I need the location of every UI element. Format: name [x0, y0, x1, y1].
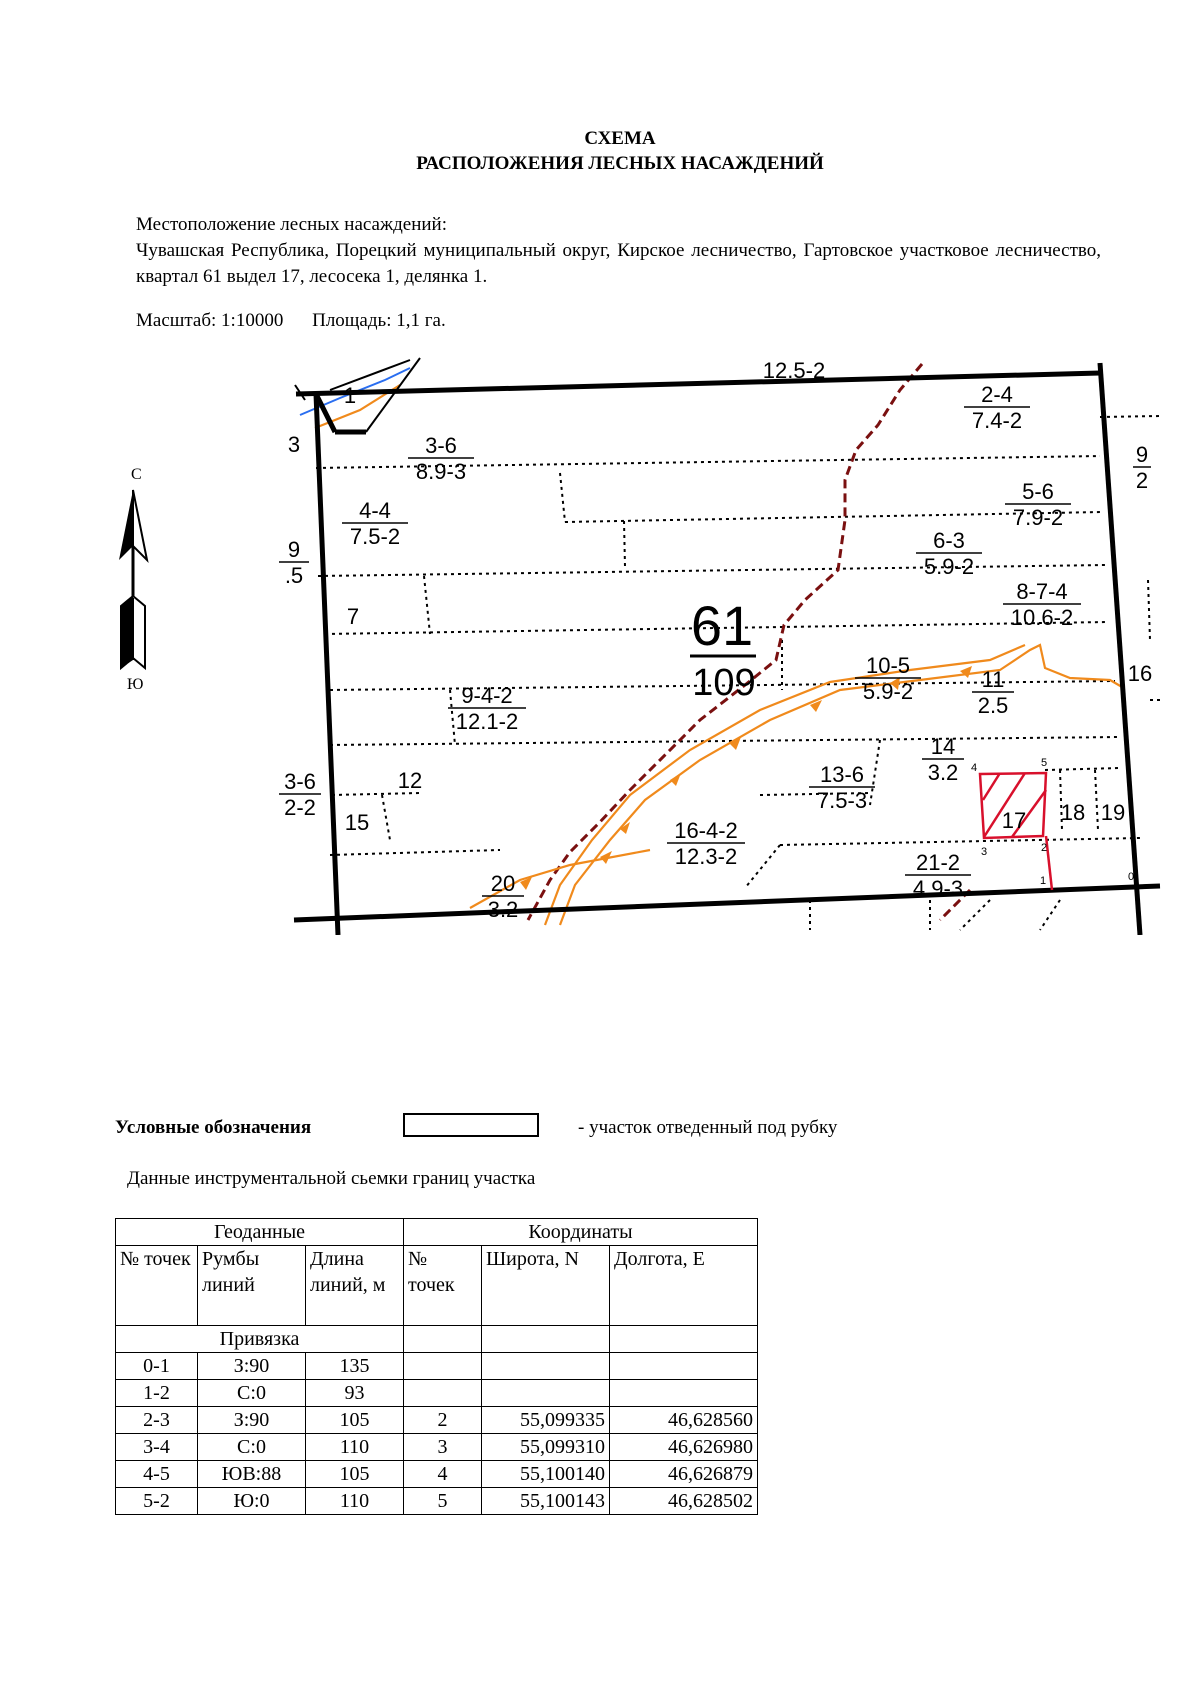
- survey-table: [115, 1218, 758, 1515]
- location-text: Чувашская Республика, Порецкий муниципальный округ, Кирское лесничество, Гартовское участковое лесничество, квартал 61 выдел 17, лесосека 1, делянка 1.: [136, 240, 1101, 287]
- stand-label-top: 21-2: [915, 850, 961, 875]
- survey-cell: Ю:0: [198, 1488, 306, 1515]
- stand-label: [905, 850, 971, 901]
- forest-map: [0, 355, 1200, 935]
- stand-label-top: 3-6: [284, 769, 316, 794]
- survey-cell: С:0: [198, 1434, 306, 1461]
- table-row: [116, 1380, 758, 1407]
- stand-label-top: 18: [1060, 800, 1086, 825]
- stand-label: [809, 762, 875, 813]
- quarter-number: 61: [690, 594, 754, 657]
- survey-cell: З:90: [198, 1353, 306, 1380]
- area-text: Площадь: 1,1 га.: [312, 310, 446, 331]
- survey-header-cell: Широта, N: [482, 1246, 610, 1326]
- survey-point-label: 4: [970, 762, 978, 774]
- survey-cell: З:90: [198, 1407, 306, 1434]
- stand-label-top: 4-4: [359, 498, 391, 523]
- survey-title: Данные инструментальной сьемки границ участка: [127, 1168, 536, 1189]
- survey-cell: 110: [306, 1488, 404, 1515]
- survey-point-label: 2: [1040, 842, 1048, 854]
- survey-cell: [404, 1380, 482, 1407]
- stand-label-top: 16-4-2: [674, 818, 738, 843]
- stand-label-bottom: 12.1-2: [455, 709, 519, 734]
- stand-label-bottom: 3.2: [487, 897, 519, 922]
- table-row: [116, 1488, 758, 1515]
- survey-cell: ЮВ:88: [198, 1461, 306, 1488]
- survey-cell: 46,626879: [610, 1461, 758, 1488]
- stand-label-bottom: 7.9-2: [1012, 505, 1064, 530]
- survey-cell: 4-5: [116, 1461, 198, 1488]
- stand-label: [972, 667, 1014, 718]
- stand-label-bottom: 7.5-3: [816, 788, 868, 813]
- survey-cell: 1-2: [116, 1380, 198, 1407]
- survey-cell: [404, 1353, 482, 1380]
- survey-cell: 55,099335: [482, 1407, 610, 1434]
- stand-label: [398, 768, 422, 793]
- stand-label-top: 9: [287, 537, 301, 562]
- survey-cell: 3: [404, 1434, 482, 1461]
- survey-cell: 5: [404, 1488, 482, 1515]
- stand-label-top: 12.5-2: [762, 358, 826, 383]
- survey-header-cell: № точек: [404, 1246, 482, 1326]
- survey-cell: 0-1: [116, 1353, 198, 1380]
- survey-group-geo: Геоданные: [116, 1219, 404, 1246]
- survey-cell: 2: [404, 1407, 482, 1434]
- stand-label: [1061, 800, 1085, 825]
- survey-cell: 46,628502: [610, 1488, 758, 1515]
- survey-cell: 5-2: [116, 1488, 198, 1515]
- location-label: Местоположение лесных насаждений:: [136, 214, 448, 235]
- stand-label-bottom: 3.2: [927, 760, 959, 785]
- survey-cell: 105: [306, 1461, 404, 1488]
- survey-cell: 55,100143: [482, 1488, 610, 1515]
- stand-label: [763, 358, 825, 383]
- survey-cell: 105: [306, 1407, 404, 1434]
- survey-header-cell: № точек: [116, 1246, 198, 1326]
- survey-header-cell: Долгота, E: [610, 1246, 758, 1326]
- stand-label-top: 19: [1100, 800, 1126, 825]
- survey-cell: 4: [404, 1461, 482, 1488]
- survey-cell: [482, 1353, 610, 1380]
- stand-label-top: 15: [344, 810, 370, 835]
- survey-cell: [610, 1353, 758, 1380]
- stand-label-bottom: 5.9-2: [923, 554, 975, 579]
- table-row: [116, 1353, 758, 1380]
- stand-label-bottom: 4.9-3: [912, 876, 964, 901]
- stand-label-bottom: 2: [1135, 468, 1149, 493]
- stand-label-top: 1: [343, 383, 357, 408]
- survey-cell: 55,100140: [482, 1461, 610, 1488]
- survey-cell: С:0: [198, 1380, 306, 1407]
- document-subtitle: РАСПОЛОЖЕНИЯ ЛЕСНЫХ НАСАЖДЕНИЙ: [416, 153, 824, 174]
- stand-label: [279, 769, 321, 820]
- stand-label-top: 9-4-2: [461, 683, 513, 708]
- stand-label-top: 20: [490, 871, 516, 896]
- stand-label: [408, 433, 474, 484]
- survey-group-coords: Координаты: [404, 1219, 758, 1246]
- stand-label-top: 9: [1135, 442, 1149, 467]
- survey-header-cell: Румбы линий: [198, 1246, 306, 1326]
- stand-label-bottom: 5.9-2: [862, 679, 914, 704]
- table-row: [116, 1434, 758, 1461]
- stand-label: [345, 810, 369, 835]
- table-row: [116, 1407, 758, 1434]
- stand-label-bottom: .5: [284, 563, 304, 588]
- stand-label: [279, 537, 309, 588]
- survey-cell: 55,099310: [482, 1434, 610, 1461]
- stand-label-bottom: 7.4-2: [971, 408, 1023, 433]
- survey-cell: 93: [306, 1380, 404, 1407]
- stand-label-top: 10-5: [865, 653, 911, 678]
- survey-cell: 135: [306, 1353, 404, 1380]
- stand-label-top: 3-6: [425, 433, 457, 458]
- stand-label-top: 5-6: [1022, 479, 1054, 504]
- legend-title: Условные обозначения: [115, 1117, 312, 1138]
- quarter-area: 109: [692, 662, 756, 704]
- survey-group-header-row: [116, 1219, 758, 1246]
- stand-label: [288, 432, 300, 457]
- survey-point-label: 1: [1039, 875, 1047, 887]
- stand-label-bottom: 8.9-3: [415, 459, 467, 484]
- survey-cell: 46,628560: [610, 1407, 758, 1434]
- stand-label-bottom: 2.5: [977, 693, 1009, 718]
- stand-label-bottom: 12.3-2: [674, 844, 738, 869]
- stand-label-top: 6-3: [933, 528, 965, 553]
- stand-label: [922, 734, 964, 785]
- survey-point-label: 5: [1040, 757, 1048, 769]
- stand-label-top: 8-7-4: [1016, 579, 1068, 604]
- survey-tie-row: [116, 1326, 758, 1353]
- stand-label: [344, 383, 356, 408]
- stand-label: [482, 871, 524, 922]
- plot-label: 17: [1001, 808, 1027, 833]
- stand-label-top: 2-4: [981, 382, 1013, 407]
- stand-label: [1101, 800, 1125, 825]
- compass-north-label: С: [131, 466, 142, 483]
- stand-label: [1133, 442, 1151, 493]
- stand-label-bottom: 10.6-2: [1010, 605, 1074, 630]
- scale-text: Масштаб: 1:10000: [136, 310, 284, 331]
- stand-label-top: 3: [287, 432, 301, 457]
- stand-label-top: 14: [930, 734, 956, 759]
- table-row: [116, 1461, 758, 1488]
- stand-label: [1003, 579, 1081, 630]
- stand-label: [916, 528, 982, 579]
- survey-header-row: [116, 1246, 758, 1326]
- stand-label: [1128, 661, 1152, 686]
- survey-cell: 2-3: [116, 1407, 198, 1434]
- survey-cell: [610, 1380, 758, 1407]
- stand-label-top: 13-6: [819, 762, 865, 787]
- survey-cell: 110: [306, 1434, 404, 1461]
- stand-label: [1005, 479, 1071, 530]
- stand-label: [667, 818, 745, 869]
- stand-label-bottom: 2-2: [284, 795, 316, 820]
- survey-tie-label: Привязка: [116, 1326, 404, 1353]
- document-title: СХЕМА: [584, 128, 656, 149]
- stand-label: [964, 382, 1030, 433]
- survey-cell: 3-4: [116, 1434, 198, 1461]
- survey-cell: 46,626980: [610, 1434, 758, 1461]
- scale-line: [136, 310, 470, 332]
- compass-south-label: Ю: [127, 676, 144, 693]
- stand-label: [448, 683, 526, 734]
- stand-label-bottom: 7.5-2: [349, 524, 401, 549]
- stand-label: [342, 498, 408, 549]
- legend-swatch: [403, 1113, 539, 1137]
- stand-label-top: 11: [981, 667, 1005, 692]
- legend-text: - участок отведенный под рубку: [578, 1117, 838, 1138]
- stand-label-top: 7: [346, 604, 360, 629]
- survey-point-label: 3: [980, 846, 988, 858]
- survey-cell: [482, 1380, 610, 1407]
- survey-point-label: 0: [1127, 871, 1135, 883]
- stand-label: [855, 653, 921, 704]
- stand-label: [347, 604, 359, 629]
- stand-label-top: 16: [1127, 661, 1153, 686]
- stand-label-top: 12: [397, 768, 423, 793]
- survey-header-cell: Длина линий, м: [306, 1246, 404, 1326]
